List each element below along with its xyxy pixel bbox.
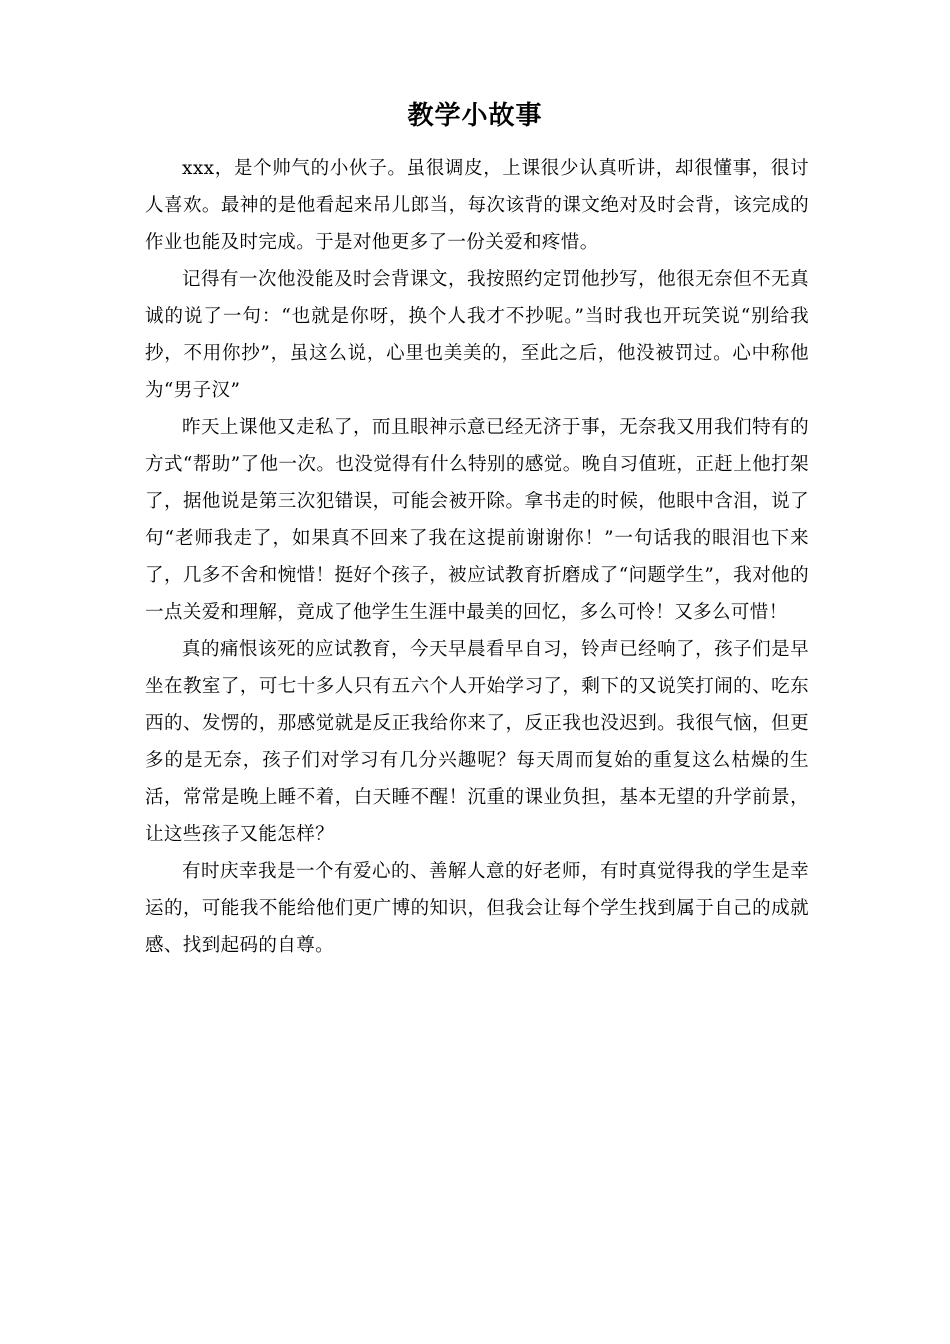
document-body — [145, 150, 809, 964]
paragraph-4: 真的痛恨该死的应试教育，今天早晨看早自习，铃声已经响了，孩子们是早坐在教室了，可七十多人只有五六个人开始学习了，剩下的又说笑打闹的、吃东西的、发愣的，那感觉就是反正我给你来了，反正我也没迟到。我很气恼，但更多的是无奈，孩子们对学习有几分兴趣呢？每天周而复始的重复这么枯燥的生活，常常是晚上睡不着，白天睡不醒！沉重的课业负担，基本无望的升学前景，让这些孩子又能怎样？ — [145, 639, 809, 845]
paragraph-3: 昨天上课他又走私了，而且眼神示意已经无济于事，无奈我又用我们特有的方式“帮助”了他一次。也没觉得有什么特别的感觉。晚自习值班，正赶上他打架了，据他说是第三次犯错误，可能会被开除。拿书走的时候，他眼中含泪，说了句“老师我走了，如果真不回来了我在这提前谢谢你！”一句话我的眼泪也下来了，几多不舍和惋惜！挺好个孩子，被应试教育折磨成了“问题学生”，我对他的一点关爱和理解，竟成了他学生生涯中最美的回忆，多么可怜！又多么可惜！ — [145, 417, 809, 623]
paragraph-5: 有时庆幸我是一个有爱心的、善解人意的好老师，有时真觉得我的学生是幸运的，可能我不能给他们更广博的知识，但我会让每个学生找到属于自己的成就感、找到起码的自尊。 — [145, 861, 809, 956]
document-title: 教学小故事 — [407, 101, 543, 131]
paragraph-1: xxx，是个帅气的小伙子。虽很调皮，上课很少认真听讲，却很懂事，很讨人喜欢。最神的是他看起来吊儿郎当，每次该背的课文绝对及时会背，该完成的作业也能及时完成。于是对他更多了一份关爱和疼惜。 — [145, 158, 809, 253]
paragraph-2: 记得有一次他没能及时会背课文，我按照约定罚他抄写，他很无奈但不无真诚的说了一句：“也就是你呀，换个人我才不抄呢。”当时我也开玩笑说“别给我抄，不用你抄”，虽这么说，心里也美美的，至此之后，他没被罚过。心中称他为“男子汉” — [145, 269, 809, 401]
